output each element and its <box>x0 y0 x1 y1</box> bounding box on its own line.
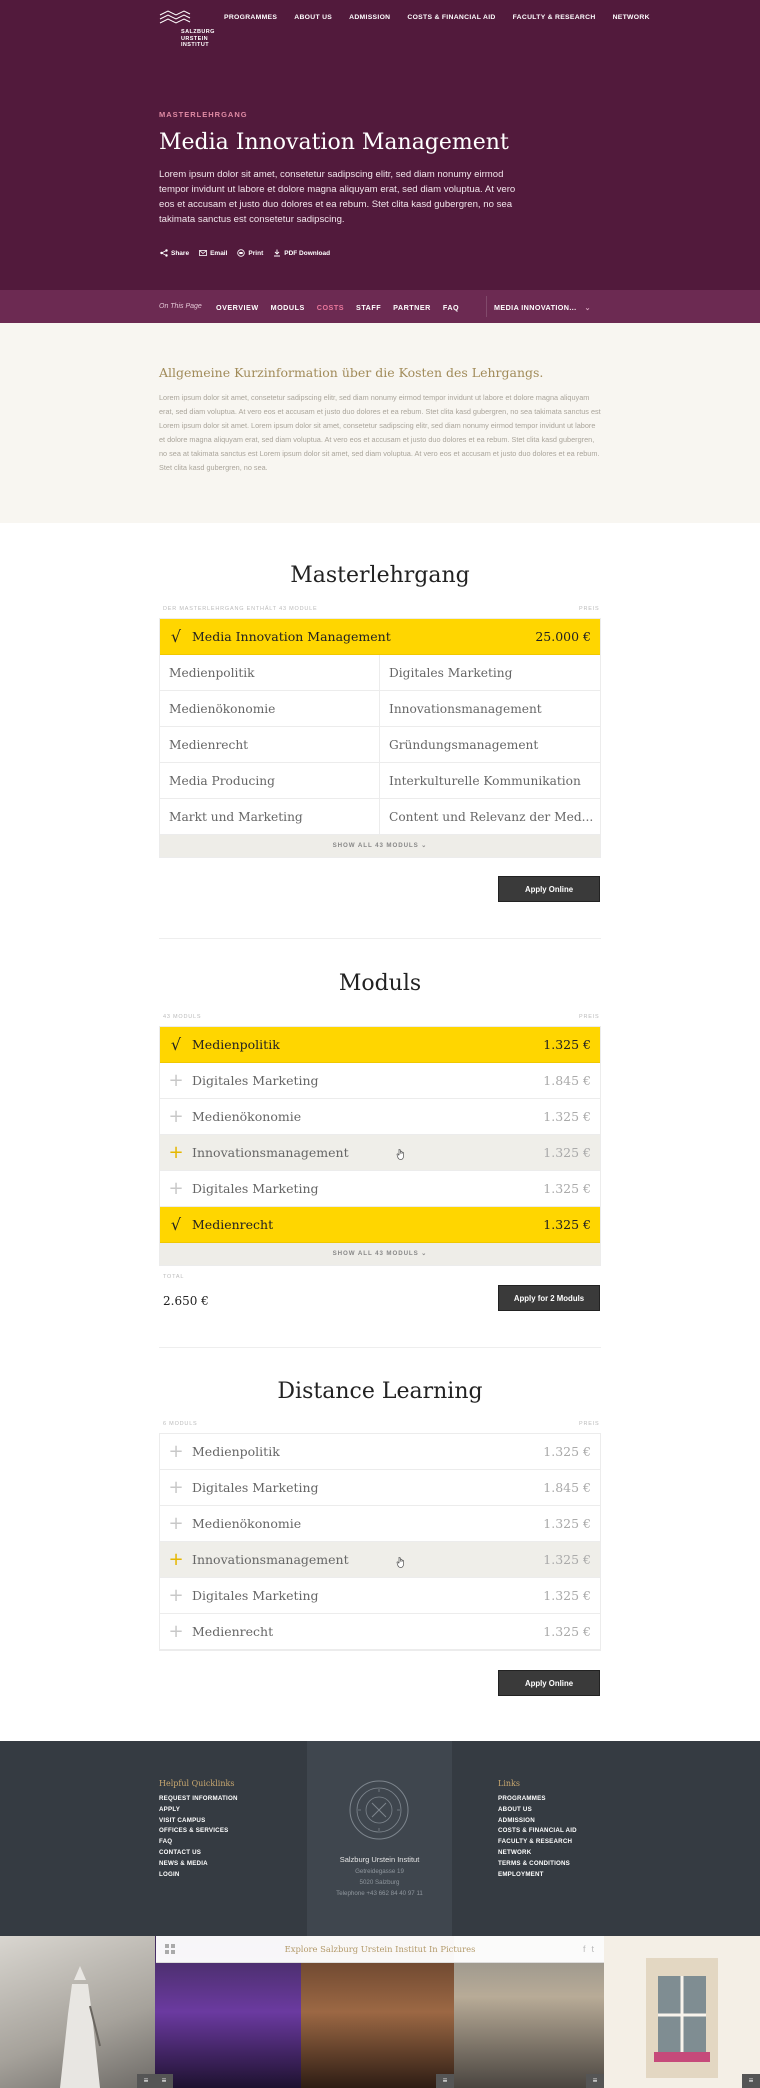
show-all-moduls-button[interactable]: SHOW ALL 43 MODULS ⌄ <box>160 1243 600 1265</box>
module-name: Medienrecht <box>192 1217 274 1232</box>
module-cell: Medienrecht <box>160 727 380 763</box>
moduls-title: Moduls <box>338 971 422 996</box>
price-row[interactable] <box>160 1063 600 1099</box>
distance-rows <box>160 1434 600 1650</box>
on-this-page-nav <box>0 290 760 323</box>
on-this-page-label: On This Page <box>159 303 202 310</box>
intro-section <box>0 323 760 523</box>
telephone: Telephone +43 662 84 40 97 11 <box>336 1890 423 1897</box>
plus-icon[interactable]: + <box>168 1476 184 1498</box>
module-name: Medienökonomie <box>192 1516 302 1531</box>
programme-price: 25.000 € <box>535 629 591 644</box>
tab-partner[interactable]: PARTNER <box>393 303 431 312</box>
price-row[interactable] <box>160 1171 600 1207</box>
module-name: Medienpolitik <box>192 1037 280 1052</box>
links-heading: Links <box>498 1779 520 1788</box>
master-caption: DER MASTERLEHRGANG ENTHÄLT 43 MODULE <box>163 606 318 612</box>
price-row[interactable] <box>160 1027 600 1063</box>
footer-link[interactable]: ABOUT US <box>498 1805 532 1813</box>
price-row[interactable] <box>160 1614 600 1650</box>
total-value: 2.650 € <box>163 1294 209 1308</box>
master-selected-row[interactable] <box>160 619 600 655</box>
module-price: 1.325 € <box>543 1516 591 1531</box>
share-label: Share <box>171 249 190 257</box>
quicklink-item[interactable]: OFFICES & SERVICES <box>159 1827 229 1835</box>
module-price: 1.845 € <box>543 1480 591 1495</box>
checkmark-icon: √ <box>170 626 182 646</box>
module-name: Digitales Marketing <box>192 1073 319 1088</box>
programme-dropdown-value: MEDIA INNOVATION... <box>494 303 577 312</box>
master-price-caption: PREIS <box>579 606 600 612</box>
statue-illustration <box>50 1966 110 2088</box>
nav-admission[interactable]: ADMISSION <box>349 14 391 21</box>
programme-dropdown[interactable] <box>486 296 598 317</box>
nav-faculty[interactable]: FACULTY & RESEARCH <box>512 14 596 21</box>
org-name: Salzburg Urstein Institut <box>339 1855 420 1864</box>
checkmark-icon[interactable]: √ <box>170 1034 182 1054</box>
social-links <box>583 1944 594 1954</box>
photo-caption-icon[interactable]: ≡ <box>155 2074 173 2088</box>
price-row[interactable] <box>160 1542 600 1578</box>
tab-overview[interactable]: OVERVIEW <box>216 303 259 312</box>
hero <box>0 0 760 290</box>
checkmark-icon[interactable]: √ <box>170 1214 182 1234</box>
footer-link[interactable]: NETWORK <box>498 1848 532 1856</box>
gallery-title: Explore Salzburg Urstein Institut In Pictures <box>284 1944 476 1954</box>
quicklink-item[interactable]: APPLY <box>159 1805 181 1813</box>
price-row[interactable] <box>160 1470 600 1506</box>
module-price: 1.325 € <box>543 1624 591 1639</box>
footer-link[interactable]: COSTS & FINANCIAL AID <box>498 1827 577 1835</box>
module-name: Medienpolitik <box>192 1444 280 1459</box>
download-icon <box>273 249 281 257</box>
hand-cursor-icon <box>396 1148 406 1160</box>
chevron-down-icon: ⌄ <box>584 303 591 312</box>
intro-heading: Allgemeine Kurzinformation über die Kosten des Lehrgangs. <box>159 365 544 380</box>
gallery-photo-statue[interactable] <box>0 1936 155 2088</box>
plus-icon[interactable]: + <box>168 1440 184 1462</box>
nav-network[interactable]: NETWORK <box>612 14 650 21</box>
section-links <box>216 303 471 312</box>
plus-icon[interactable]: + <box>168 1105 184 1127</box>
photo-caption-icon[interactable]: ≡ <box>586 2074 604 2088</box>
show-all-modules-button[interactable]: SHOW ALL 43 MODULS ⌄ <box>160 835 600 857</box>
moduls-price-caption: PREIS <box>579 1014 600 1020</box>
plus-icon[interactable]: + <box>168 1069 184 1091</box>
price-row[interactable] <box>160 1578 600 1614</box>
tab-moduls[interactable]: MODULS <box>270 303 305 312</box>
pdf-download-label: PDF Download <box>284 249 331 257</box>
apply-online-button[interactable]: Apply Online <box>498 1670 600 1696</box>
quicklink-item[interactable]: REQUEST INFORMATION <box>159 1795 238 1802</box>
nav-programmes[interactable]: PROGRAMMES <box>224 14 278 21</box>
module-price: 1.325 € <box>543 1588 591 1603</box>
footer-link[interactable]: FACULTY & RESEARCH <box>498 1838 573 1846</box>
tab-staff[interactable]: STAFF <box>356 303 382 312</box>
price-row[interactable] <box>160 1099 600 1135</box>
moduls-table <box>159 1026 601 1266</box>
pdf-download-button[interactable] <box>273 249 330 257</box>
quicklink-item[interactable]: FAQ <box>159 1838 173 1846</box>
email-button[interactable] <box>199 249 227 257</box>
apply-online-button[interactable]: Apply Online <box>498 876 600 902</box>
module-price: 1.845 € <box>543 1073 591 1088</box>
module-cell: Medienökonomie <box>160 691 380 727</box>
module-cell: Interkulturelle Kommunikation <box>380 763 600 799</box>
logo-mark-icon <box>159 10 191 26</box>
total-label: TOTAL <box>163 1274 185 1280</box>
plus-icon[interactable]: + <box>168 1177 184 1199</box>
section-divider <box>159 1347 601 1348</box>
share-icon <box>160 249 168 257</box>
module-price: 1.325 € <box>543 1145 591 1160</box>
module-cell: Content und Relevanz der Med... <box>380 799 600 835</box>
module-name: Innovationsmanagement <box>192 1552 349 1567</box>
module-cell: Gründungsmanagement <box>380 727 600 763</box>
footer <box>0 1741 760 1936</box>
plus-icon[interactable]: + <box>168 1141 184 1163</box>
distance-learning-title: Distance Learning <box>277 1379 483 1404</box>
module-price: 1.325 € <box>543 1217 591 1232</box>
quicklink-item[interactable]: CONTACT US <box>159 1848 202 1856</box>
quicklink-item[interactable]: LOGIN <box>159 1870 180 1878</box>
facebook-icon[interactable]: f <box>582 1944 586 1954</box>
tab-costs[interactable]: COSTS <box>316 303 345 312</box>
module-name: Innovationsmanagement <box>192 1145 349 1160</box>
quicklinks-heading: Helpful Quicklinks <box>159 1779 235 1788</box>
footer-link[interactable]: TERMS & CONDITIONS <box>498 1859 571 1867</box>
distance-table <box>159 1433 601 1651</box>
plus-icon[interactable]: + <box>168 1620 184 1642</box>
gallery-photo-window[interactable] <box>604 1936 760 2088</box>
page-title: Media Innovation Management <box>159 130 509 155</box>
module-price: 1.325 € <box>543 1444 591 1459</box>
module-name: Digitales Marketing <box>192 1588 319 1603</box>
distance-price-caption: PREIS <box>579 1421 600 1427</box>
module-price: 1.325 € <box>543 1552 591 1567</box>
moduls-rows <box>160 1027 600 1243</box>
module-name: Medienökonomie <box>192 1109 302 1124</box>
master-table <box>159 618 601 858</box>
price-row[interactable] <box>160 1207 600 1243</box>
nav-about-us[interactable]: ABOUT US <box>294 14 333 21</box>
print-label: Print <box>248 249 264 257</box>
photo-caption-icon[interactable]: ≡ <box>742 2074 760 2088</box>
share-button[interactable] <box>160 249 189 257</box>
gallery-header <box>156 1936 604 1963</box>
photo-caption-icon[interactable]: ≡ <box>137 2074 155 2088</box>
footer-link[interactable]: EMPLOYMENT <box>498 1870 544 1878</box>
quicklinks-list <box>159 1794 238 1880</box>
email-label: Email <box>210 249 228 257</box>
plus-icon[interactable]: + <box>168 1548 184 1570</box>
window-illustration <box>642 1948 722 2088</box>
nav-costs[interactable]: COSTS & FINANCIAL AID <box>407 14 496 21</box>
price-row[interactable] <box>160 1135 600 1171</box>
module-cell: Medienpolitik <box>160 655 380 691</box>
address-line: 5020 Salzburg <box>359 1879 400 1886</box>
footer-link[interactable]: PROGRAMMES <box>498 1795 546 1802</box>
master-modules-grid <box>160 655 600 835</box>
footer-address <box>307 1854 452 1899</box>
masterlehrgang-title: Masterlehrgang <box>290 563 470 588</box>
photo-caption-icon[interactable]: ≡ <box>436 2074 454 2088</box>
module-price: 1.325 € <box>543 1037 591 1052</box>
price-row[interactable] <box>160 1434 600 1470</box>
print-icon <box>237 249 245 257</box>
module-price: 1.325 € <box>543 1181 591 1196</box>
footer-link[interactable]: ADMISSION <box>498 1816 535 1824</box>
module-cell: Innovationsmanagement <box>380 691 600 727</box>
module-name: Digitales Marketing <box>192 1181 319 1196</box>
section-divider <box>159 938 601 939</box>
module-cell: Markt und Marketing <box>160 799 380 835</box>
module-price: 1.325 € <box>543 1109 591 1124</box>
tab-faq[interactable]: FAQ <box>442 303 460 312</box>
institute-seal-icon <box>348 1779 410 1841</box>
hero-eyebrow: MASTERLEHRGANG <box>159 110 248 119</box>
main-navigation <box>224 14 667 21</box>
address-line: Getreidegasse 19 <box>355 1868 404 1875</box>
apply-moduls-button[interactable]: Apply for 2 Moduls <box>498 1285 600 1311</box>
twitter-icon[interactable]: t <box>591 1944 594 1954</box>
module-cell: Media Producing <box>160 763 380 799</box>
price-row[interactable] <box>160 1506 600 1542</box>
hand-cursor-icon <box>396 1556 406 1568</box>
module-name: Medienrecht <box>192 1624 274 1639</box>
programme-name: Media Innovation Management <box>192 629 391 644</box>
quicklink-item[interactable]: NEWS & MEDIA <box>159 1859 208 1867</box>
module-cell: Digitales Marketing <box>380 655 600 691</box>
hero-lead: Lorem ipsum dolor sit amet, consetetur sadipscing elitr, sed diam nonumy eirmod tempor invidunt ut labore et dolore magna aliquyam erat, sed diam voluptua. At vero eos et accusam et justo duo dolores et ea rebum. Stet clita kasd gubergren, no sea takimata sanctus est consetetur sadipscing. <box>159 169 516 225</box>
plus-icon[interactable]: + <box>168 1584 184 1606</box>
plus-icon[interactable]: + <box>168 1512 184 1534</box>
logo-text: SALZBURG URSTEIN INSTITUT <box>181 29 215 48</box>
print-button[interactable] <box>237 249 263 257</box>
intro-text: Lorem ipsum dolor sit amet, consetetur sadipscing elitr, sed diam nonumy eirmod tempor invidunt ut labore et dolore magna aliquyam erat, sed diam voluptua. At vero eos et accusam et justo duo dolores et ea rebum. Stet clita kasd gubergren, no sea takimata sanctus est Lorem ipsum dolor sit amet. Lorem ipsum dolor sit amet, consetetur sadipscing elitr, sed diam nonumy eirmod tempor invidunt ut labore et dolore magna aliquyam erat, sed diam voluptua. At vero eos et accusam et justo duo dolores et ea rebum. Stet clita kasd gubergren, no sea at takimata sanctus est Lorem ipsum dolor sit amet, sed diam voluptua. At vero eos et accusam et justo duo dolores et ea rebum. Stet clita kasd gubergren, no sea. <box>159 393 601 472</box>
module-name: Digitales Marketing <box>192 1480 319 1495</box>
moduls-caption: 43 MODULS <box>163 1014 202 1020</box>
footer-links-list <box>498 1794 577 1880</box>
distance-caption: 6 MODULS <box>163 1421 198 1427</box>
logo[interactable] <box>159 10 219 52</box>
share-actions <box>160 249 330 257</box>
email-icon <box>199 249 207 257</box>
quicklink-item[interactable]: VISIT CAMPUS <box>159 1816 206 1824</box>
